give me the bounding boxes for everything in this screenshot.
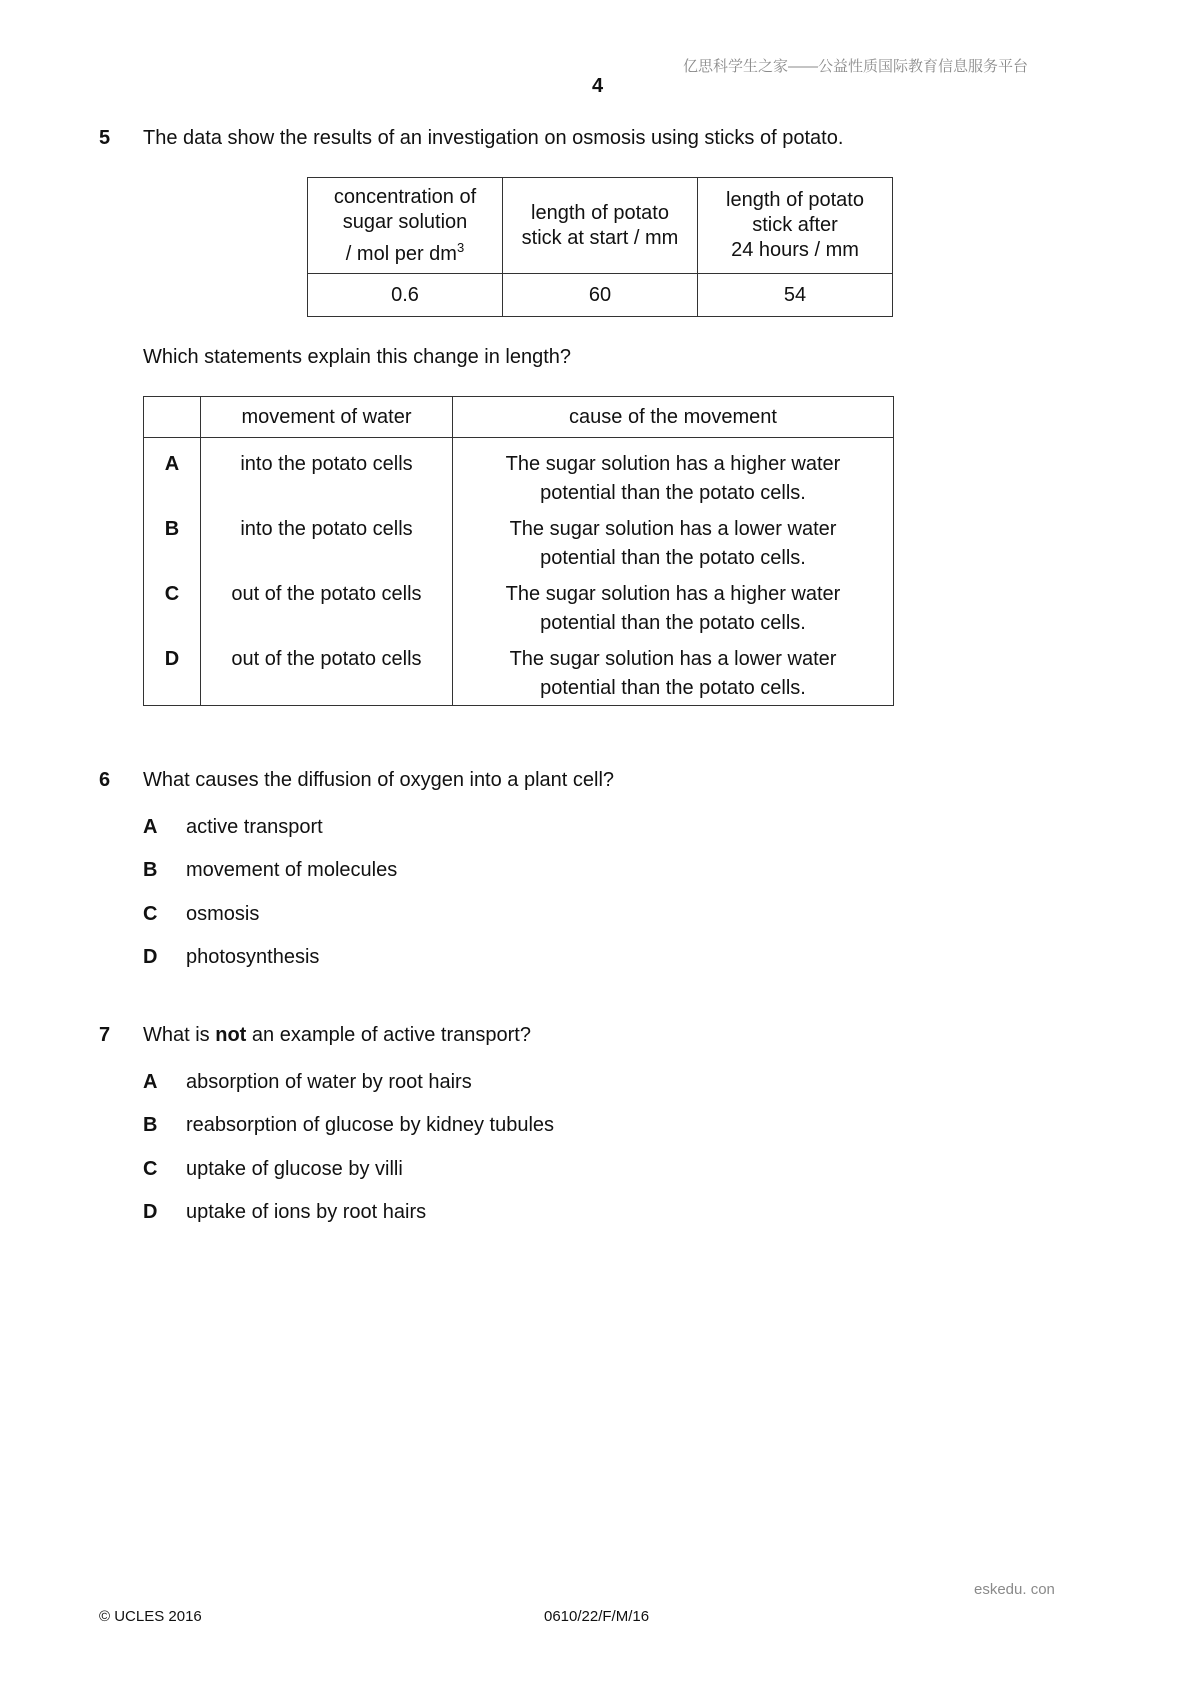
q6-option-c-letter: C — [143, 903, 158, 925]
question-7-number: 7 — [99, 1024, 111, 1046]
q7-option-a-letter: A — [143, 1071, 158, 1093]
header-concentration: concentration of sugar solution / mol per $dm^3$ — [308, 178, 503, 274]
q7-option-d-text: uptake of ions by root hairs — [186, 1201, 427, 1223]
value-length-after: 54 — [698, 274, 893, 317]
footer-copyright: © UCLES 2016 — [99, 1608, 202, 1625]
answer-cause: The sugar solution has a higher water potential than the potato cells. — [453, 573, 894, 638]
results-table-values-row — [308, 274, 893, 317]
q6-option-b-text: movement of molecules — [186, 859, 398, 881]
value-length-start: 60 — [503, 274, 698, 317]
answer-row-d — [144, 638, 894, 706]
answer-letter: A — [144, 438, 201, 509]
answer-row-c — [144, 573, 894, 638]
answer-header-blank — [144, 397, 201, 438]
answer-row-b — [144, 508, 894, 573]
header-length-start: length of potato stick at start / mm — [503, 178, 698, 274]
question-6-number: 6 — [99, 769, 111, 791]
answer-header-cause: cause of the movement — [453, 397, 894, 438]
answer-row-a — [144, 438, 894, 509]
question-5-prompt: Which statements explain this change in length? — [143, 346, 572, 368]
answer-cause: The sugar solution has a lower water potential than the potato cells. — [453, 638, 894, 706]
q7-option-b-text: reabsorption of glucose by kidney tubules — [186, 1114, 555, 1136]
answer-letter: C — [144, 573, 201, 638]
q7-option-c-letter: C — [143, 1158, 158, 1180]
question-7-text: What is not an example of active transport? — [143, 1024, 531, 1046]
value-concentration: 0.6 — [308, 274, 503, 317]
results-table — [307, 177, 893, 317]
footer-site: eskedu. con — [974, 1581, 1055, 1598]
answer-movement: out of the potato cells — [201, 638, 453, 706]
header-length-after: length of potato stick after 24 hours / mm — [698, 178, 893, 274]
q6-option-a-letter: A — [143, 816, 158, 838]
answer-header-movement: movement of water — [201, 397, 453, 438]
footer-paper-code: 0610/22/F/M/16 — [544, 1608, 650, 1625]
q7-option-c-text: uptake of glucose by villi — [186, 1158, 403, 1180]
q6-option-d-letter: D — [143, 946, 158, 968]
q6-option-c-text: osmosis — [186, 903, 260, 925]
question-5-text: The data show the results of an investigation on osmosis using sticks of potato. — [143, 127, 844, 149]
watermark-text: 亿思科学生之家——公益性质国际教育信息服务平台 — [683, 58, 1029, 75]
question-5-number: 5 — [99, 127, 111, 149]
results-table-header-row — [308, 178, 893, 274]
answer-movement: into the potato cells — [201, 508, 453, 573]
q6-option-a-text: active transport — [186, 816, 323, 838]
answer-letter: D — [144, 638, 201, 706]
page-number: 4 — [592, 75, 604, 97]
q7-option-a-text: absorption of water by root hairs — [186, 1071, 472, 1093]
answer-table-header-row — [144, 397, 894, 438]
answer-movement: into the potato cells — [201, 438, 453, 509]
answer-cause: The sugar solution has a lower water potential than the potato cells. — [453, 508, 894, 573]
q7-option-d-letter: D — [143, 1201, 158, 1223]
q6-option-d-text: photosynthesis — [186, 946, 320, 968]
q6-option-b-letter: B — [143, 859, 158, 881]
answer-cause: The sugar solution has a higher water potential than the potato cells. — [453, 438, 894, 509]
answer-letter: B — [144, 508, 201, 573]
q7-option-b-letter: B — [143, 1114, 158, 1136]
question-6-text: What causes the diffusion of oxygen into a plant cell? — [143, 769, 615, 791]
answer-movement: out of the potato cells — [201, 573, 453, 638]
answer-table — [143, 396, 894, 706]
